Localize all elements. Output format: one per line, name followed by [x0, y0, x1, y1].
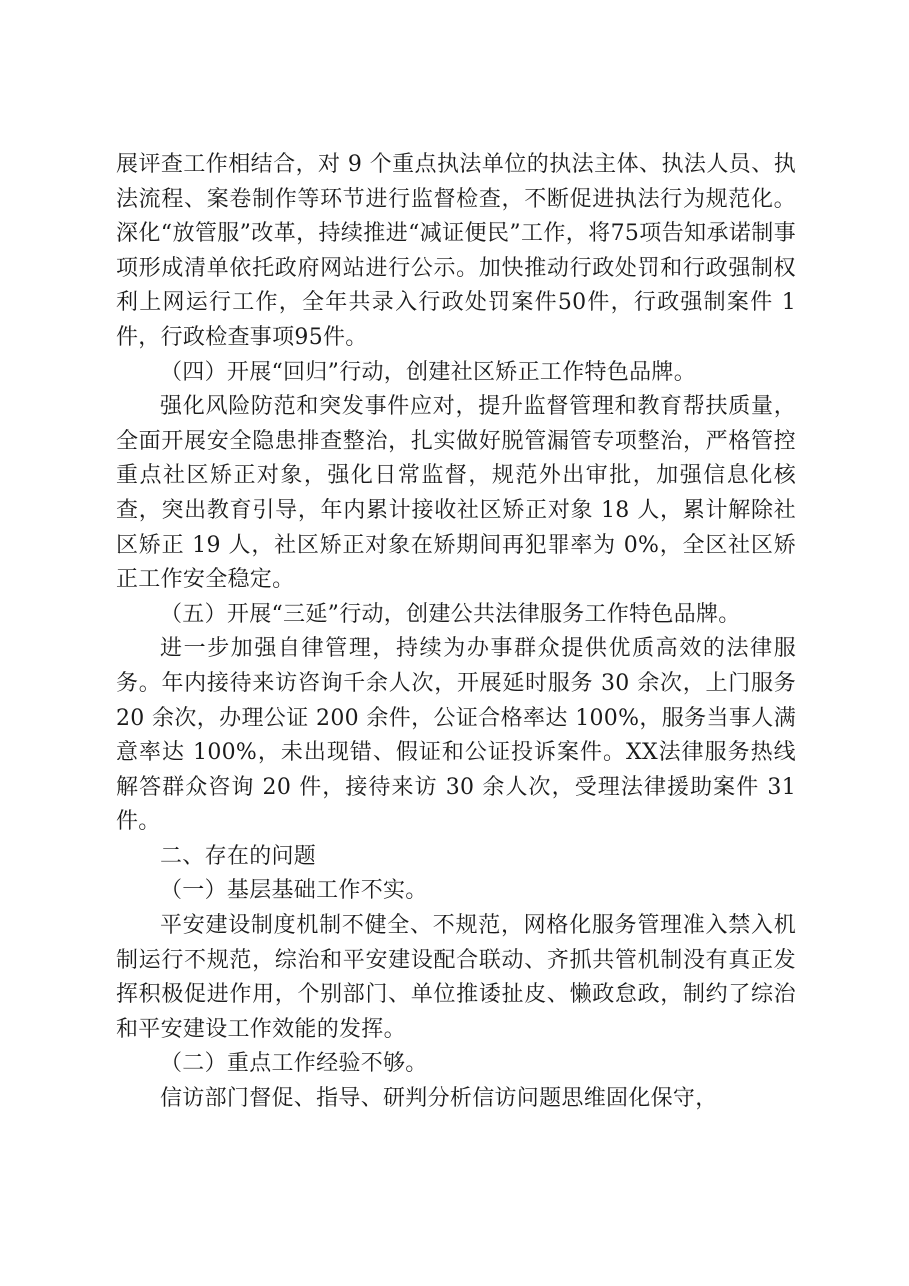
paragraph-community-correction: 强化风险防范和突发事件应对，提升监督管理和教育帮扶质量，全面开展安全隐患排查整治，扎实做好脱管漏管专项整治，严格管控重点社区矫正对象，强化日常监督，规范外出审批，加强信息化核查，突出教育引导，年内累计接收社区矫正对象 18 人，累计解除社区矫正 19 人，社区矫正对象在矫期间再犯罪率为 0%，全区社区矫正工作安全稳定。: [116, 394, 796, 593]
heading-problem-one: （一）基层基础工作不实。: [160, 878, 428, 904]
heading-section-four: （四）开展“回归”行动，创建社区矫正工作特色品牌。: [160, 359, 696, 385]
paragraph-enforcement-review: 展评查工作相结合，对 9 个重点执法单位的执法主体、执法人员、执法流程、案卷制作等环节进行监督检查，不断促进执法行为规范化。深化“放管服”改革，持续推进“减证便民”工作，将75项告知承诺制事项形成清单依托政府网站进行公示。加快推动行政处罚和行政强制权利上网运行工作，全年共录入行政处罚案件50件，行政强制案件 1 件，行政检查事项95件。: [116, 152, 796, 350]
heading-problem-two: （二）重点工作经验不够。: [160, 1051, 428, 1077]
paragraph-problem-two: 信访部门督促、指导、研判分析信访问题思维固化保守，: [160, 1086, 718, 1112]
paragraph-legal-services: 进一步加强自律管理，持续为办事群众提供优质高效的法律服务。年内接待来访咨询千余人次，开展延时服务 30 余次，上门服务 20 余次，办理公证 200 余件，公证合格率达 100%，服务当事人满意率达 100%，未出现错、假证和公证投诉案件。XX法律服务热线解答群众咨询 20 件，接待来访 30 余人次，受理法律援助案件 31 件。: [116, 636, 796, 835]
paragraph-problem-one: 平安建设制度机制不健全、不规范，网格化服务管理准入禁入机制运行不规范，综治和平安建设配合联动、齐抓共管机制没有真正发挥积极促进作用，个别部门、单位推诿扯皮、懒政怠政，制约了综治和平安建设工作效能的发挥。: [116, 913, 796, 1042]
document-body: [116, 148, 796, 1117]
heading-section-five: （五）开展“三延”行动，创建公共法律服务工作特色品牌。: [160, 601, 741, 627]
heading-existing-problems: 二、存在的问题: [160, 843, 317, 869]
